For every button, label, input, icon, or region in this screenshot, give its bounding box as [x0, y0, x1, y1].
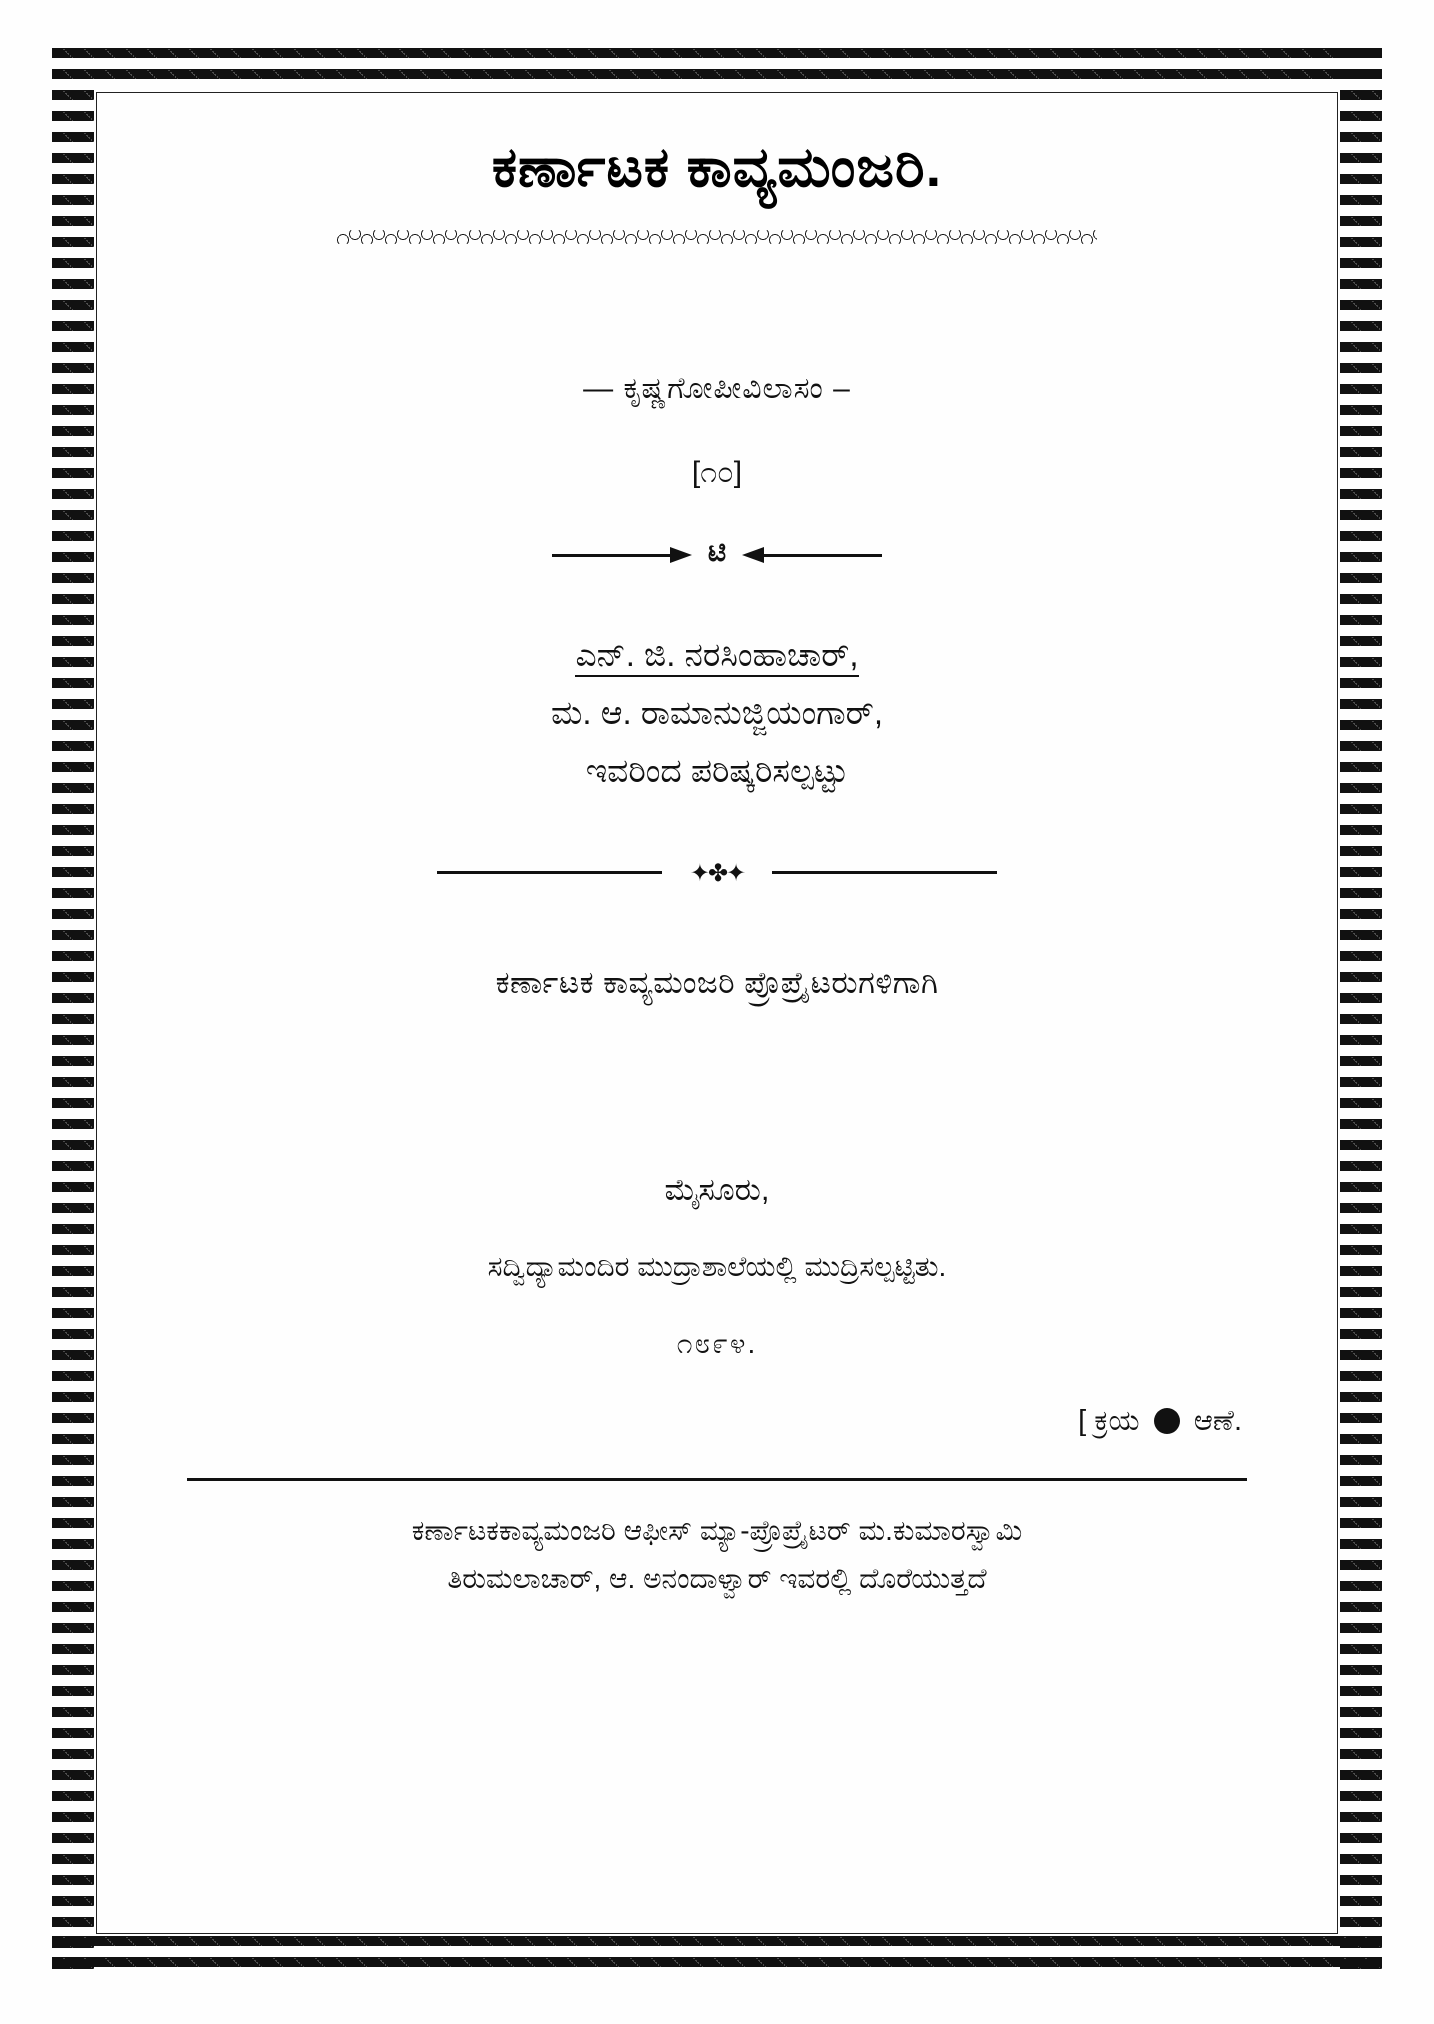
- arrow-divider: [552, 536, 882, 568]
- ornament-line-left: [437, 871, 662, 874]
- border-bottom: [52, 1936, 1382, 1978]
- border-left: [52, 48, 94, 1978]
- border-right: [1340, 48, 1382, 1978]
- page-title: ಕರ್ಣಾಟಕ ಕಾವ್ಯಮಂಜರಿ.: [491, 135, 943, 198]
- arrow-head-right-icon: [742, 547, 764, 563]
- ornament-divider: [437, 860, 997, 888]
- page-content: [96, 92, 1338, 1934]
- footer-line-1: ಕರ್ಣಾಟಕಕಾವ್ಯಮಂಜರಿ ಆಫೀಸ್ ಮ್ಯಾ-ಪ್ರೊಪ್ರೈಟರ್ ಮ.ಕುಮಾರಸ್ವಾಮಿ: [411, 1515, 1023, 1547]
- price-unit: ಆಣೆ.: [1193, 1405, 1242, 1438]
- author-primary: [136, 626, 1298, 684]
- border-top: [52, 48, 1382, 90]
- wavy-divider: [337, 230, 1097, 244]
- ornament-glyph-icon: ✦✤✦: [689, 860, 745, 888]
- footer-block: [136, 1507, 1298, 1602]
- author-block: [136, 626, 1298, 799]
- editor-credit: ಇವರಿಂದ ಪರಿಷ್ಕರಿಸಲ್ಪಟ್ಟು: [585, 751, 849, 789]
- ornament-line-right: [772, 871, 997, 874]
- arrow-line-right: [762, 554, 882, 557]
- author-secondary: ಮ. ಆ. ರಾಮಾನುಜ್ಜಿಯಂಗಾರ್,: [550, 693, 884, 731]
- footer-line-2: ತಿರುಮಲಾಚಾರ್, ಆ. ಅನಂದಾಳ್ವಾರ್ ಇವರಲ್ಲಿ ದೊರೆಯುತ್ತದೆ: [447, 1562, 987, 1594]
- price-label: [ ಕ್ರಯ: [1078, 1405, 1140, 1438]
- arrow-head-left-icon: [670, 547, 692, 563]
- price-block: [136, 1405, 1298, 1438]
- printing-press: ಸದ್ವಿದ್ಯಾಮಂದಿರ ಮುದ್ರಾಶಾಲೆಯಲ್ಲಿ ಮುದ್ರಿಸಲ್ಪಟ್ಟಿತು.: [487, 1251, 947, 1283]
- publication-place: ಮೈಸೂರು,: [664, 1172, 770, 1208]
- divider-center-glyph: ಟಿ: [707, 536, 727, 567]
- issue-number: [೧೦]: [691, 456, 743, 489]
- coin-icon: [1154, 1408, 1180, 1434]
- work-subtitle: — ಕೃಷ್ಣಗೋಪೀವಿಲಾಸಂ –: [583, 372, 851, 405]
- publication-year: ೧೮೯೪.: [676, 1328, 758, 1360]
- dedication-text: ಕರ್ಣಾಟಕ ಕಾವ್ಯಮಂಜರಿ ಪ್ರೊಪ್ರೈಟರುಗಳಿಗಾಗಿ: [495, 965, 939, 1001]
- author-primary-name: ಎನ್. ಜಿ. ನರಸಿಂಹಾಚಾರ್,: [575, 636, 858, 677]
- footer-divider: [187, 1478, 1247, 1481]
- arrow-line-left: [552, 554, 672, 557]
